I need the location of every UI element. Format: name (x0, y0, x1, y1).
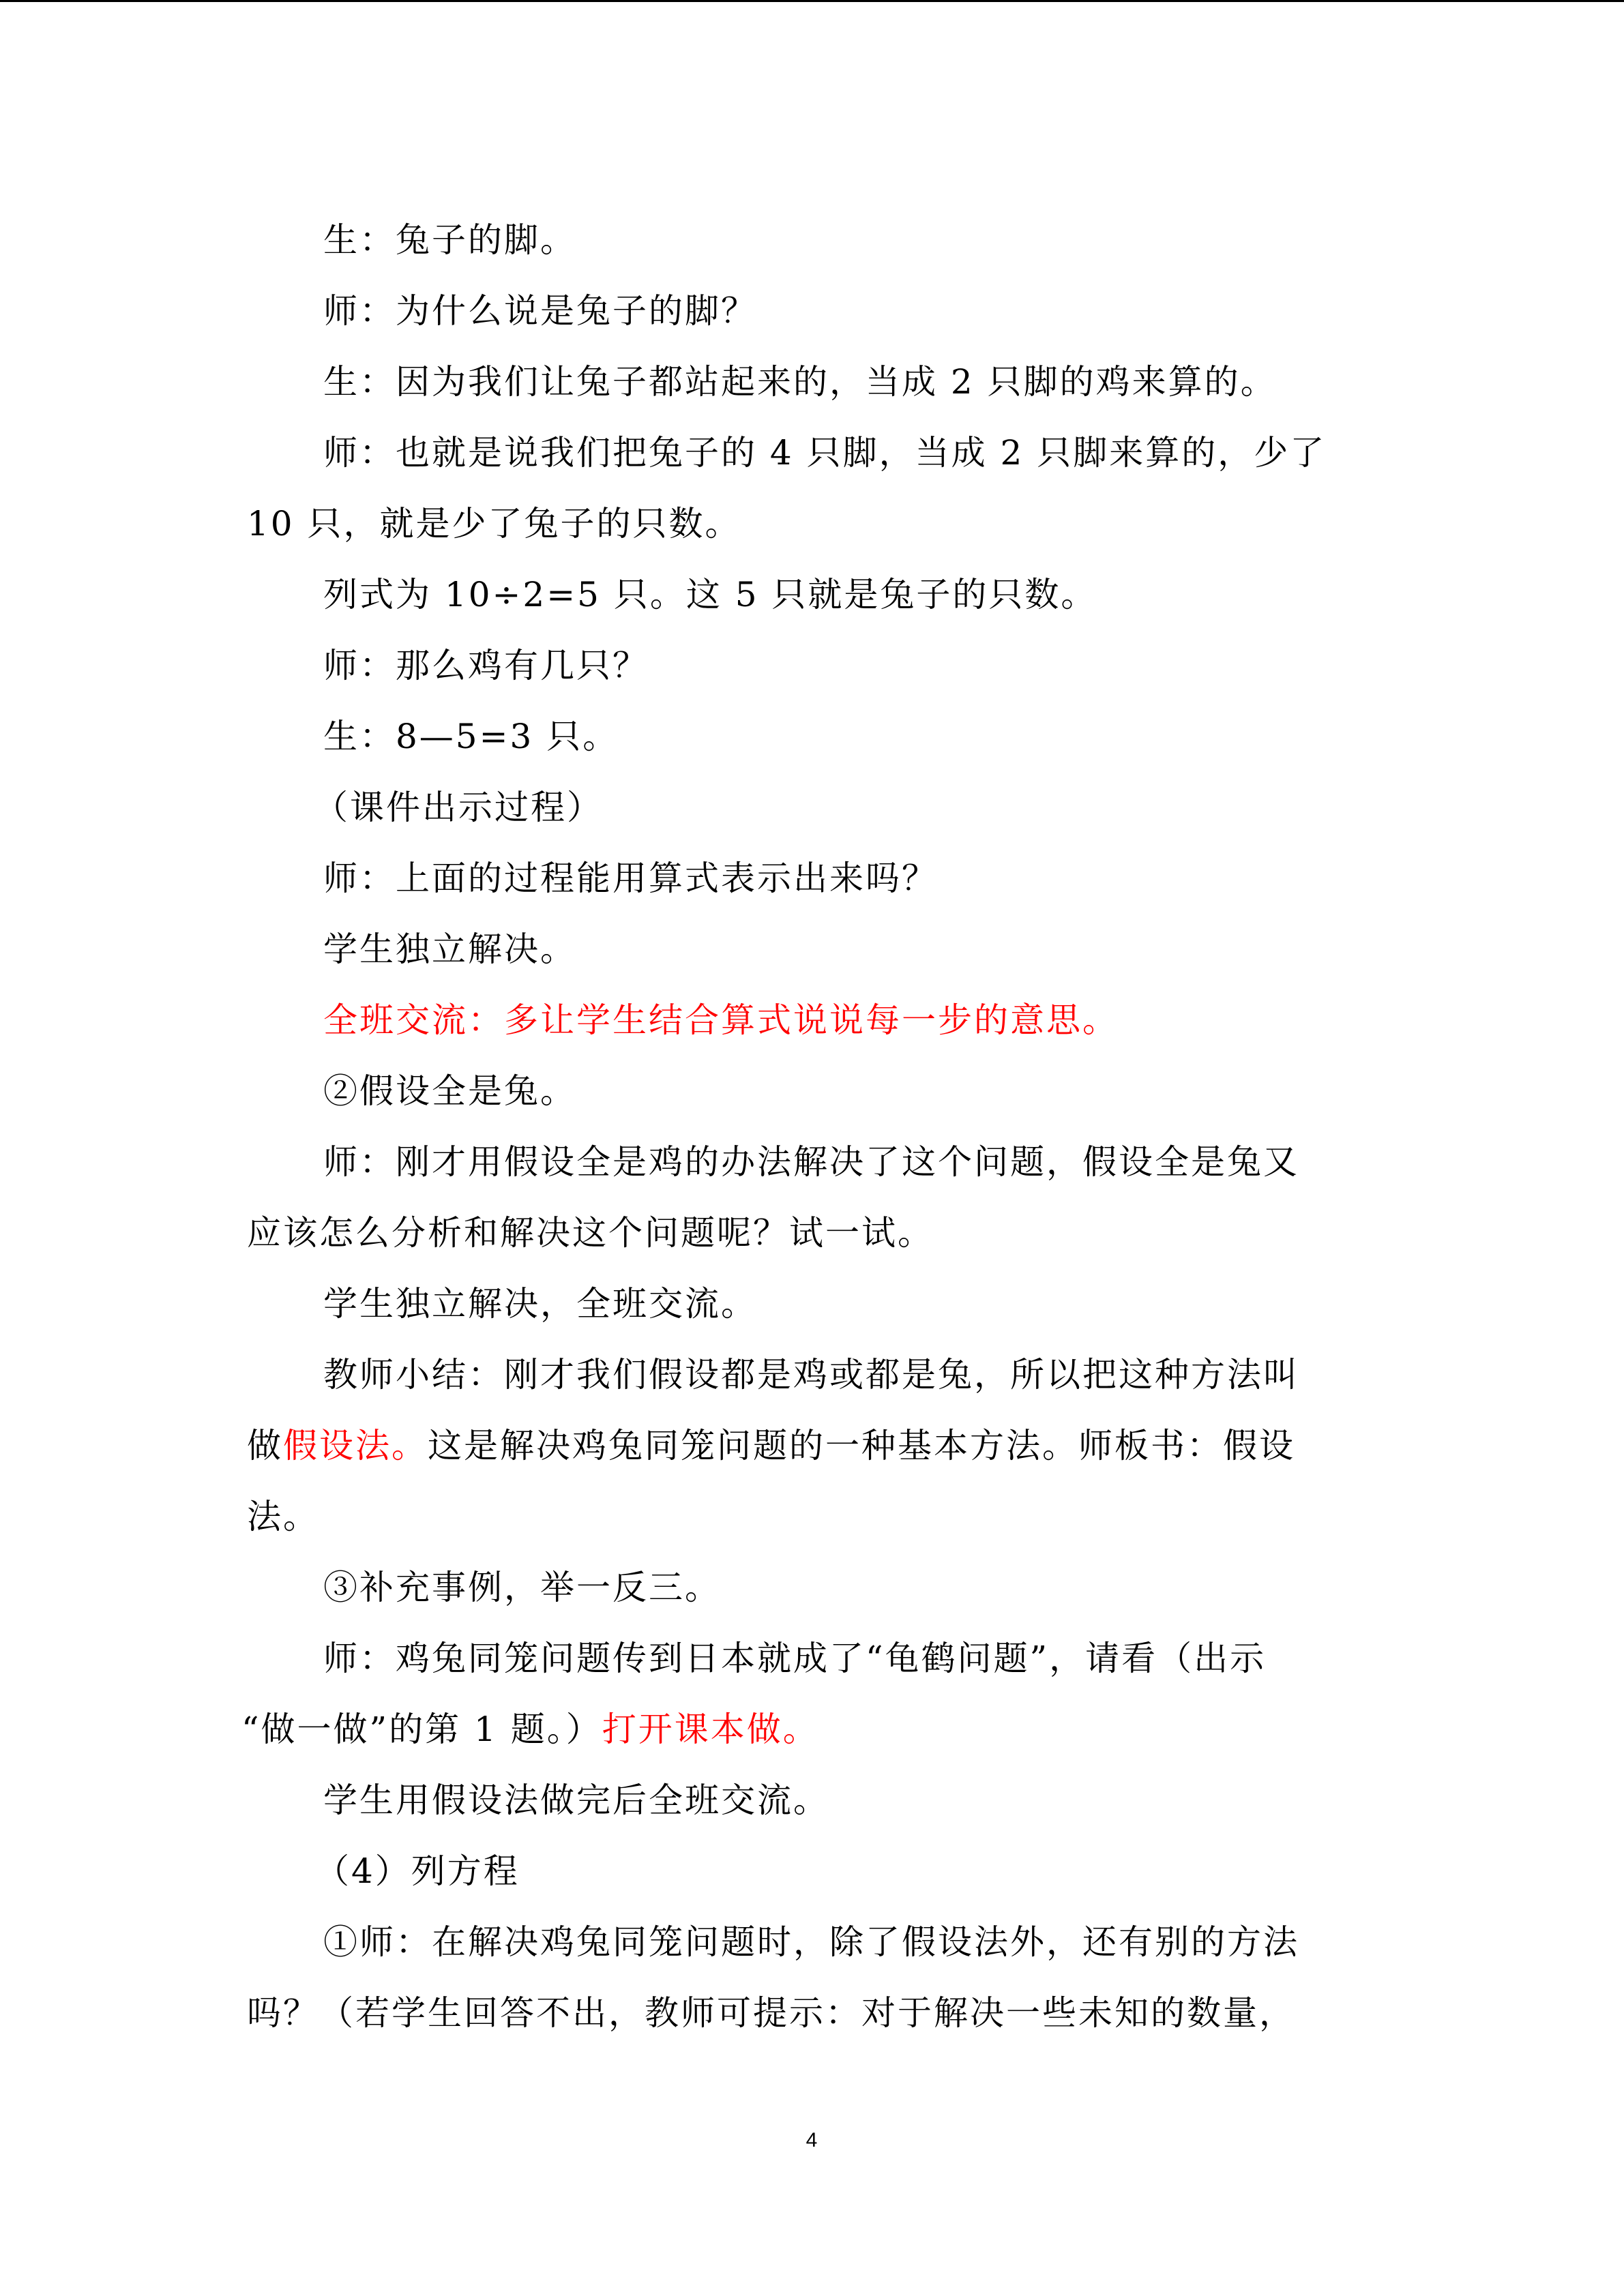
paragraph-17-highlight: 打开课本做。 (602, 1710, 819, 1749)
paragraph-4-line-1: 师：也就是说我们把兔子的 4 只脚，当成 2 只脚来算的，少了 (323, 433, 1327, 473)
paragraph-2: 师：为什么说是兔子的脚？ (323, 291, 757, 331)
paragraph-16: ③补充事例，举一反三。 (323, 1568, 721, 1607)
paragraph-18: 学生用假设法做完后全班交流。 (323, 1780, 829, 1820)
paragraph-17-line-2 (241, 1694, 1353, 1765)
paragraph-20-line-2: 吗？（若学生回答不出，教师可提示：对于解决一些未知的数量， (247, 1993, 1295, 2033)
paragraph-13-line-1: 师：刚才用假设全是鸡的办法解决了这个问题，假设全是兔又 (323, 1142, 1299, 1182)
paragraph-1: 生：兔子的脚。 (323, 220, 576, 260)
paragraph-17-text-a: “做一做”的第 1 题。） (241, 1710, 602, 1749)
paragraph-15-line-2 (247, 1410, 1359, 1481)
paragraph-19-heading: （4）列方程 (315, 1851, 520, 1891)
paragraph-15-line-3: 法。 (247, 1497, 319, 1536)
paragraph-3: 生：因为我们让兔子都站起来的，当成 2 只脚的鸡来算的。 (323, 362, 1277, 402)
paragraph-5: 列式为 10÷2=5 只。这 5 只就是兔子的只数。 (323, 575, 1097, 614)
paragraph-12: ②假设全是兔。 (323, 1071, 576, 1111)
paragraph-15-line-1: 教师小结：刚才我们假设都是鸡或都是兔，所以把这种方法叫 (323, 1355, 1299, 1395)
page-number: 4 (806, 2129, 818, 2151)
paragraph-17-line-1: 师：鸡兔同笼问题传到日本就成了“龟鹤问题”，请看（出示 (323, 1639, 1267, 1678)
paragraph-20-line-1: ①师：在解决鸡兔同笼问题时，除了假设法外，还有别的方法 (323, 1922, 1299, 1962)
paragraph-8: （课件出示过程） (314, 788, 603, 827)
paragraph-7: 生：8—5=3 只。 (323, 717, 619, 756)
paragraph-14: 学生独立解决，全班交流。 (323, 1284, 757, 1324)
paragraph-4-line-2: 10 只，就是少了兔子的只数。 (247, 504, 741, 543)
paragraph-15-text-a: 做 (247, 1426, 283, 1465)
paragraph-9: 师：上面的过程能用算式表示出来吗？ (323, 859, 938, 898)
paragraph-13-line-2: 应该怎么分析和解决这个问题呢？试一试。 (247, 1213, 934, 1253)
paragraph-15-text-b: 这是解决鸡兔同笼问题的一种基本方法。师板书：假设 (428, 1426, 1295, 1465)
paragraph-10: 学生独立解决。 (323, 929, 576, 969)
top-border-line (0, 0, 1624, 2)
paragraph-11-highlight: 全班交流：多让学生结合算式说说每一步的意思。 (323, 1000, 1119, 1040)
paragraph-15-highlight: 假设法。 (283, 1426, 428, 1465)
paragraph-6: 师：那么鸡有几只？ (323, 646, 649, 685)
